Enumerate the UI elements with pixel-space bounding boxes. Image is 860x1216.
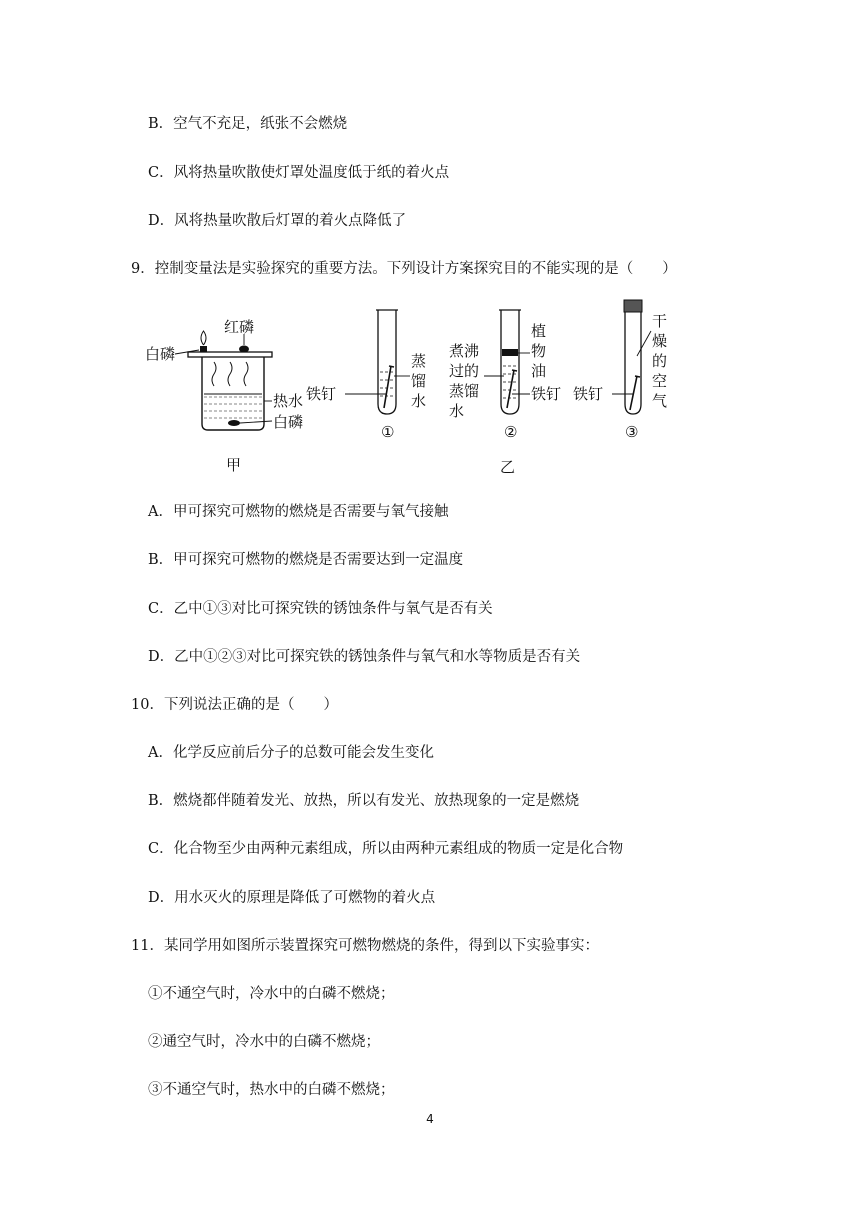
q8-option-d: D．风将热量吹散后灯罩的着火点降低了: [148, 213, 407, 229]
test-tube-3: [573, 300, 667, 441]
tube2-label-boiled-1: 煮沸: [449, 342, 480, 360]
q11-stem: 11．某同学用如图所示装置探究可燃物燃烧的条件，得到以下实验事实：: [131, 938, 599, 954]
q9-option-d: D．乙中①②③对比可探究铁的锈蚀条件与氧气和水等物质是否有关: [148, 649, 581, 665]
test-tube-2: [449, 310, 561, 476]
apparatus-jia: [145, 318, 303, 474]
q9-option-b: B．甲可探究可燃物的燃烧是否需要达到一定温度: [148, 552, 464, 568]
tube2-label-boiled-4: 水: [449, 402, 465, 420]
q9-option-c: C．乙中①③对比可探究铁的锈蚀条件与氧气是否有关: [148, 601, 493, 617]
q9-stem: 9．控制变量法是实验探究的重要方法。下列设计方案探究目的不能实现的是（ ）: [131, 261, 677, 277]
tube1-label-liquid-2: 馏: [411, 372, 427, 390]
tube2-label-oil-3: 油: [531, 362, 547, 380]
q10-option-d: D．用水灭火的原理是降低了可燃物的着火点: [148, 890, 436, 906]
q10-option-c: C．化合物至少由两种元素组成，所以由两种元素组成的物质一定是化合物: [148, 841, 624, 857]
q8-option-b: B．空气不充足，纸张不会燃烧: [148, 116, 348, 132]
q9-figure: [140, 296, 680, 481]
tube3-label-nail: 铁钉: [573, 385, 604, 403]
tube2-number: ②: [504, 423, 518, 441]
label-hot-water: 热水: [273, 392, 304, 410]
tube2-label-nail: 铁钉: [531, 385, 562, 403]
tube1-label-nail: 铁钉: [306, 385, 337, 403]
caption-jia: 甲: [226, 456, 242, 474]
q9-option-a: A．甲可探究可燃物的燃烧是否需要与氧气接触: [148, 504, 449, 520]
tube3-label-air-5: 气: [652, 392, 668, 410]
page-number: 4: [426, 1112, 434, 1126]
tube1-label-liquid-3: 水: [411, 392, 427, 410]
tube2-label-oil-1: 植: [531, 322, 547, 340]
tube3-label-air-1: 干: [652, 312, 668, 330]
q11-fact-2: ②通空气时，冷水中的白磷不燃烧；: [148, 1034, 380, 1050]
tube2-label-boiled-3: 蒸馏: [449, 382, 480, 400]
tube1-number: ①: [381, 423, 395, 441]
tube3-label-air-4: 空: [652, 372, 668, 390]
tube3-label-air-2: 燥: [652, 332, 668, 350]
q10-option-b: B．燃烧都伴随着发光、放热，所以有发光、放热现象的一定是燃烧: [148, 793, 580, 809]
tube3-label-air-3: 的: [652, 352, 668, 370]
tube1-label-liquid-1: 蒸: [411, 352, 427, 370]
label-red-phosphorus: 红磷: [224, 318, 255, 336]
test-tube-1: [306, 310, 426, 441]
tube3-number: ③: [625, 423, 639, 441]
q8-option-c: C．风将热量吹散使灯罩处温度低于纸的着火点: [148, 165, 450, 181]
caption-yi: 乙: [500, 458, 516, 476]
label-white-phosphorus-top: 白磷: [145, 345, 176, 363]
tube2-label-boiled-2: 过的: [449, 362, 480, 380]
q11-fact-1: ①不通空气时，冷水中的白磷不燃烧；: [148, 986, 395, 1002]
q11-fact-3: ③不通空气时，热水中的白磷不燃烧；: [148, 1082, 395, 1098]
label-white-phosphorus-bottom: 白磷: [273, 413, 304, 431]
tube2-label-oil-2: 物: [531, 342, 547, 360]
q10-stem: 10．下列说法正确的是（ ）: [131, 697, 338, 713]
q10-option-a: A．化学反应前后分子的总数可能会发生变化: [148, 745, 434, 761]
